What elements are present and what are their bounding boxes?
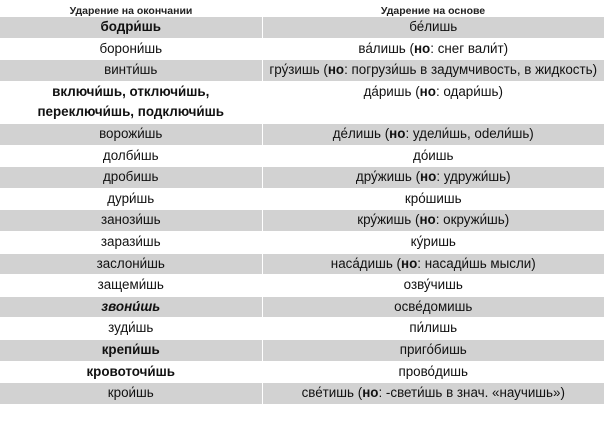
stem-cell: ку́ришь <box>262 231 604 253</box>
stem-cell: приго́бишь <box>262 339 604 361</box>
table-row <box>0 339 604 361</box>
stem-cell: наса́дишь (но: насади́шь мысли) <box>262 253 604 275</box>
ending-cell: долби́шь <box>0 145 262 167</box>
table-row <box>0 17 604 38</box>
header-ending-stress: Ударение на окончании <box>0 0 262 17</box>
ending-cell: включи́шь, отключи́шь, переключи́шь, подключи́шь <box>0 81 262 123</box>
table-row <box>0 81 604 123</box>
ending-cell: занози́шь <box>0 210 262 232</box>
ending-cell: ворожи́шь <box>0 123 262 145</box>
table-row <box>0 275 604 297</box>
ending-cell: дробишь <box>0 167 262 189</box>
stem-cell: све́тишь (но: -свети́шь в знач. «научишь») <box>262 383 604 405</box>
stem-cell: до́ишь <box>262 145 604 167</box>
but-marker: но <box>419 83 436 99</box>
ending-cell: крепи́шь <box>0 339 262 361</box>
table-row <box>0 296 604 318</box>
stem-cell: озву́чишь <box>262 275 604 297</box>
table-row <box>0 123 604 145</box>
stem-cell: осве́домишь <box>262 296 604 318</box>
ending-cell: зуди́шь <box>0 318 262 340</box>
but-marker: но <box>419 212 436 228</box>
table-row <box>0 231 604 253</box>
table-row <box>0 210 604 232</box>
ending-cell: кровоточи́шь <box>0 361 262 383</box>
table-row <box>0 188 604 210</box>
stem-cell: бе́лишь <box>262 17 604 38</box>
but-marker: но <box>362 385 379 401</box>
ending-cell: винти́шь <box>0 60 262 82</box>
stem-cell: кру́жишь (но: окружи́шь) <box>262 210 604 232</box>
table-row <box>0 253 604 275</box>
stem-word: ва́лишь (но: снег вали́т) <box>358 40 509 56</box>
ending-cell: дури́шь <box>0 188 262 210</box>
table-row <box>0 383 604 405</box>
stem-cell: гру́зишь (но: погрузи́шь в задумчивость, в жидкость) <box>262 60 604 82</box>
stem-cell <box>262 38 604 60</box>
ending-cell: заслони́шь <box>0 253 262 275</box>
but-marker: но <box>327 62 345 78</box>
stem-cell: да́ришь (но: одари́шь) <box>262 81 604 123</box>
header-row <box>0 0 604 17</box>
table-row <box>0 167 604 189</box>
table-row <box>0 318 604 340</box>
ending-cell: борони́шь <box>0 38 262 60</box>
stem-cell: пи́лишь <box>262 318 604 340</box>
stem-cell: дру́жишь (но: удружи́шь) <box>262 167 604 189</box>
ending-cell: зарази́шь <box>0 231 262 253</box>
ending-cell: защеми́шь <box>0 275 262 297</box>
table-row <box>0 38 604 60</box>
table-row <box>0 145 604 167</box>
stem-cell: де́лишь (но: удели́шь, odели́шь) <box>262 123 604 145</box>
stem-cell: кро́шишь <box>262 188 604 210</box>
ending-cell: бодри́шь <box>0 17 262 38</box>
but-marker: но <box>413 40 431 56</box>
ending-cell: крои́шь <box>0 383 262 405</box>
but-marker: но <box>400 255 418 271</box>
but-marker: но <box>389 125 406 141</box>
but-marker: но <box>420 169 437 185</box>
stem-cell: прово́дишь <box>262 361 604 383</box>
table-row <box>0 60 604 82</box>
header-stem-stress: Ударение на основе <box>262 0 604 17</box>
ending-cell: звони́шь <box>0 296 262 318</box>
table-row <box>0 361 604 383</box>
